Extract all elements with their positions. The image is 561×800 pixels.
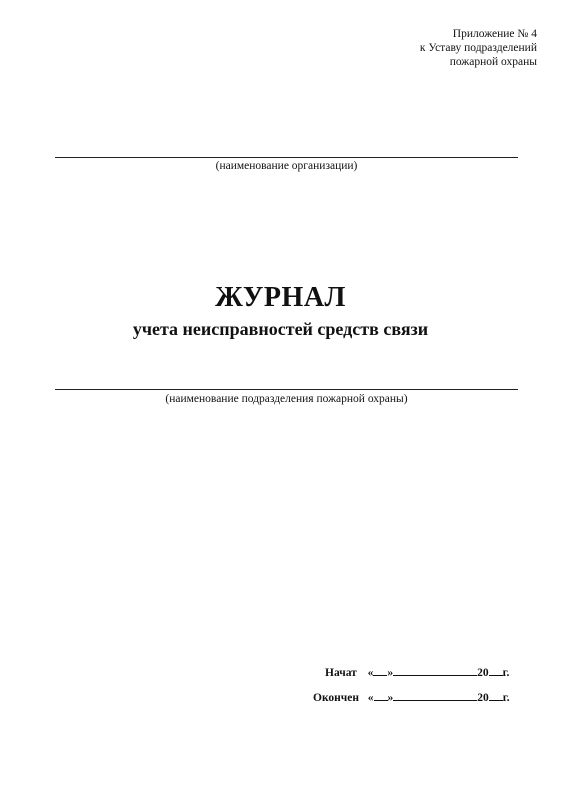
start-open-quote: « [367, 667, 374, 679]
end-date-row [313, 690, 543, 705]
start-century: 20 [477, 667, 489, 679]
appendix-note [317, 27, 537, 69]
end-label: Окончен [313, 692, 360, 704]
start-year-blank [489, 665, 503, 676]
end-close-quote: » [387, 692, 394, 704]
end-open-quote: « [367, 692, 374, 704]
organization-name-line [55, 157, 518, 158]
end-month-blank [393, 690, 477, 701]
end-day-blank [374, 690, 388, 701]
end-century: 20 [477, 692, 489, 704]
start-month-blank [393, 665, 477, 676]
organization-caption: (наименование организации) [215, 160, 358, 172]
unit-caption: (наименование подразделения пожарной охраны) [165, 393, 408, 405]
appendix-line-1: Приложение № 4 [452, 28, 537, 40]
end-year-blank [489, 690, 503, 701]
start-year-suffix: г. [502, 667, 510, 679]
start-date-row [325, 665, 555, 680]
unit-name-line [55, 389, 518, 390]
end-year-suffix: г. [502, 692, 510, 704]
journal-subtitle: учета неисправностей средств связи [132, 319, 429, 339]
start-close-quote: » [387, 667, 394, 679]
start-day-blank [373, 665, 387, 676]
journal-title: ЖУРНАЛ [215, 282, 346, 313]
appendix-line-3: пожарной охраны [449, 56, 537, 68]
appendix-line-2: к Уставу подразделений [419, 42, 537, 54]
start-label: Начат [325, 667, 357, 679]
